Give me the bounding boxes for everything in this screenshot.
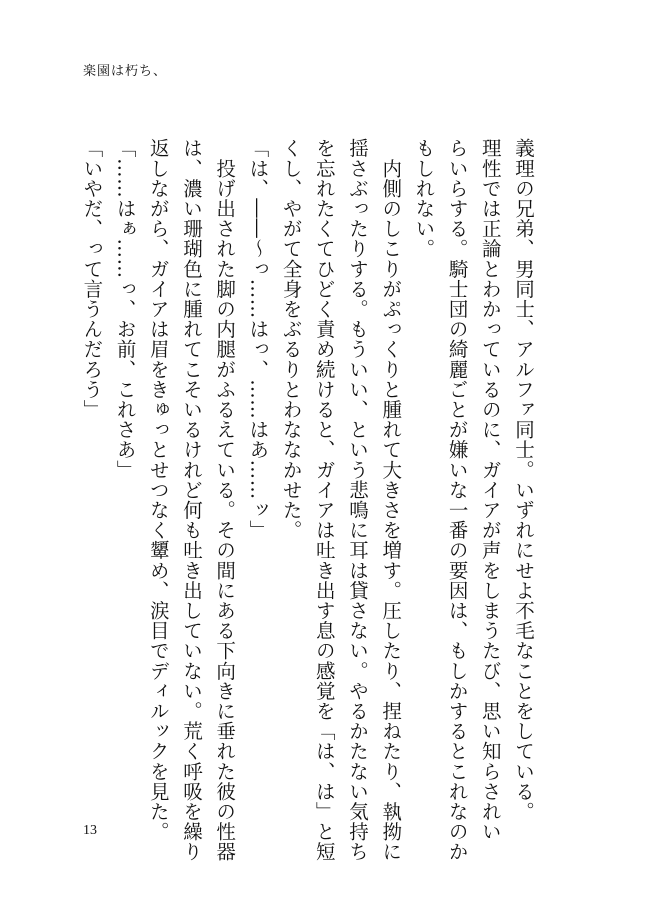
- text-line: 投げ出された脚の内腿がふるえている。その間にある下向きに垂れた彼の性器: [213, 138, 237, 862]
- text-line: 「は、――～っ……はっ、……はあ……ッ」: [246, 138, 270, 540]
- text-line: 内側のしこりがぷっくりと腫れて大きさを増す。圧したり、捏ねたり、執拗に: [379, 138, 403, 862]
- text-line: くし、やがて全身をぶるりとわななかせた。: [279, 138, 303, 540]
- text-line: を忘れたくてひどく責め続けると、ガイアは吐き出す息の感覚を「は、は」と短: [312, 138, 336, 862]
- text-line: 「いやだ、って言うんだろう」: [80, 138, 104, 420]
- text-line: 揺さぶったりする。もういい、という悲鳴に耳は貸さない。やるかたない気持ち: [345, 138, 369, 862]
- text-line: もしれない。: [412, 138, 436, 259]
- page-number: 13: [83, 823, 97, 838]
- text-line: 返しながら、ガイアは眉をきゅっとせつなく顰め、涙目でディルックを見た。: [146, 138, 170, 842]
- text-line: は、濃い珊瑚色に腫れてこそいるけれど何も吐き出していない。荒く呼吸を繰り: [179, 138, 203, 862]
- text-line: 義理の兄弟、男同士、アルファ同士。いずれにせよ不毛なことをしている。: [512, 138, 535, 822]
- running-header: 楽園は朽ち、: [83, 64, 168, 79]
- text-line: 理性では正論とわかっているのに、ガイアが声をしまうたび、思い知らされい: [478, 138, 502, 842]
- text-line: らいらする。騎士団の綺麗ごとが嫌いな一番の要因は、もしかするとこれなのか: [445, 138, 469, 862]
- text-line: 「……はぁ……っ、お前、これさあ」: [113, 138, 137, 480]
